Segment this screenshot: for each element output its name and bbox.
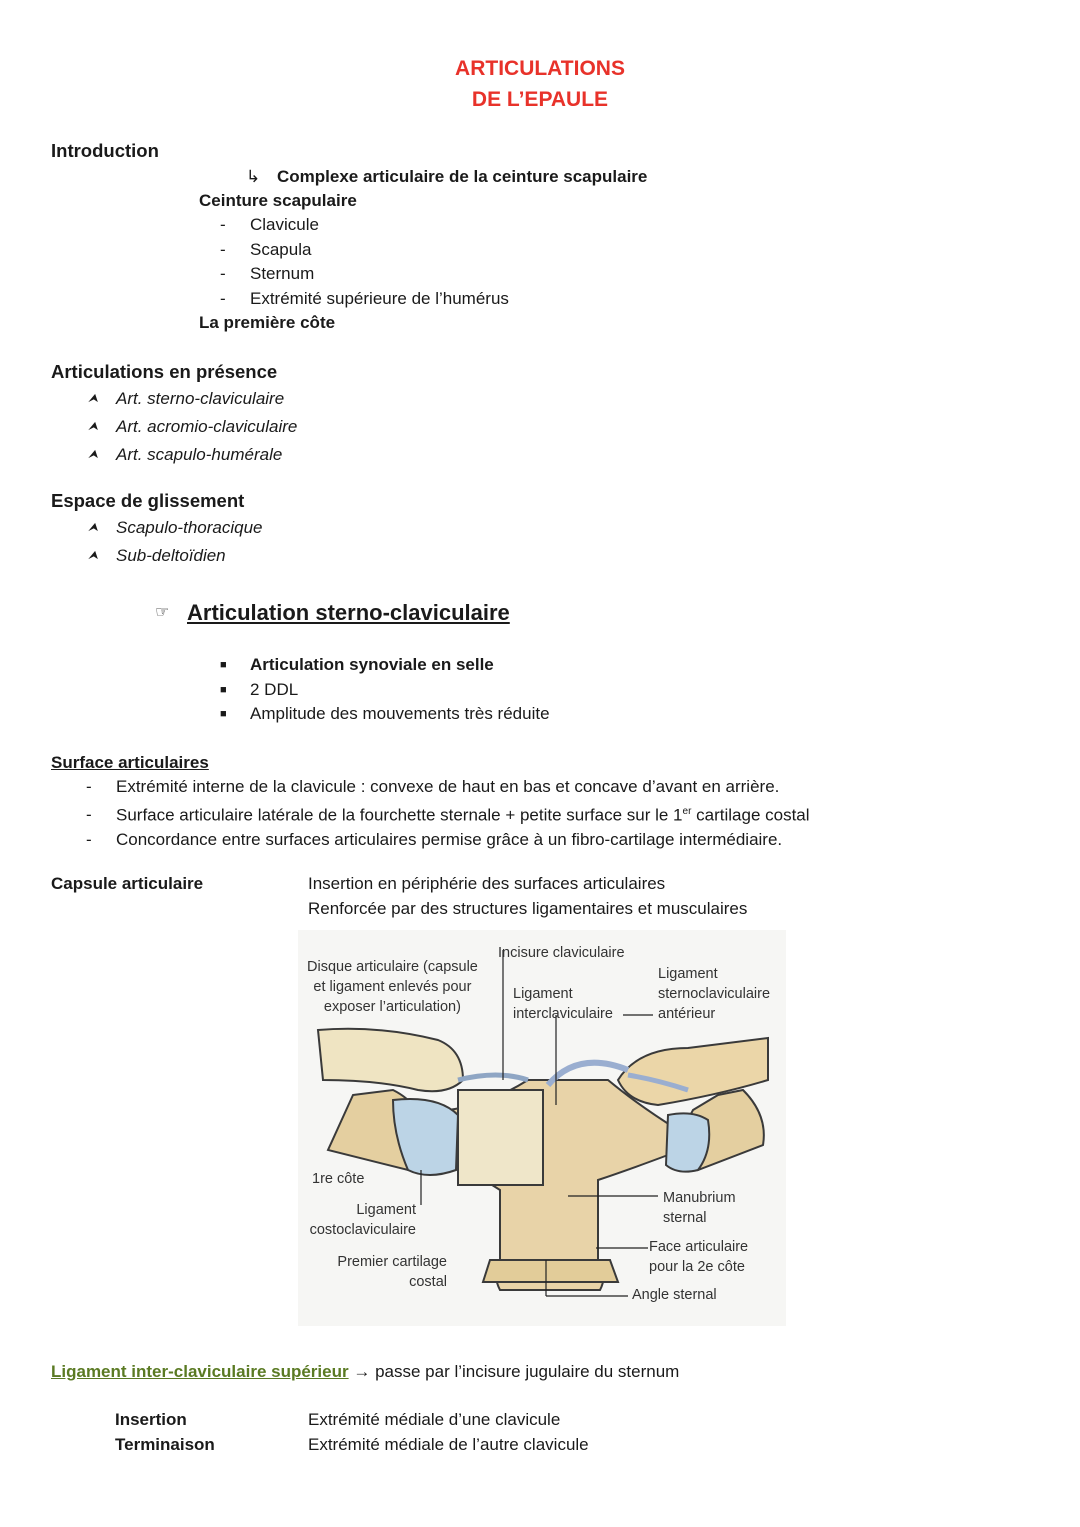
list-item: - Clavicule (220, 215, 319, 234)
surfaces-heading: Surface articulaires (51, 753, 209, 772)
section-bullets (220, 653, 550, 726)
label-interclaviculaire: Ligament interclaviculaire (513, 986, 613, 1022)
list-item: ⮝ Art. sterno-claviculaire (88, 386, 297, 414)
section-title-row (155, 600, 510, 626)
intro-list (220, 213, 509, 311)
caret-up-icon: ⮝ (88, 447, 99, 461)
intro-subtitle-row (246, 165, 647, 189)
ligament-description: passe par l’incisure jugulaire du sternum (375, 1362, 680, 1381)
intro-footer: La première côte (199, 313, 336, 332)
glissement-heading: Espace de glissement (51, 490, 245, 511)
articulations-list (88, 386, 297, 470)
list-item: - Scapula (220, 239, 312, 259)
label-disque: Disque articulaire (capsule et ligament enlevés pour exposer l’articulation) (307, 959, 478, 1015)
section-title: Articulation sterno-claviculaire (187, 600, 510, 625)
list-item: - Concordance entre surfaces articulaires permise grâce à un fibro-cartilage intermédiaire. (86, 829, 783, 849)
insertion-label: Insertion (115, 1410, 187, 1429)
list-item: ⮝ Scapulo-thoracique (88, 515, 262, 543)
list-item: ■ Articulation synoviale en selle (220, 653, 550, 677)
square-bullet-icon: ■ (220, 708, 227, 720)
label-premier-cartilage: Premier cartilage costal (337, 1254, 447, 1290)
square-bullet-icon: ■ (220, 683, 227, 696)
label-manubrium: Manubrium sternal (663, 1190, 736, 1226)
list-item: - Surface articulaire latérale de la fourchette sternale + petite surface sur le 1er cartilage costal (86, 805, 810, 825)
arrow-right-icon: → (353, 1362, 371, 1381)
ligament-name: Ligament inter-claviculaire supérieur (51, 1362, 349, 1381)
list-item: ⮝ Art. acromio-claviculaire (88, 414, 297, 442)
page-title-line2: DE L’EPAULE (471, 88, 609, 111)
square-bullet-icon: ■ (220, 659, 227, 671)
articulations-heading: Articulations en présence (51, 361, 278, 382)
surfaces-list (86, 775, 810, 852)
insertion-value: Extrémité médiale d’une clavicule (308, 1410, 561, 1429)
glissement-list (88, 515, 262, 571)
ligament-row (51, 1360, 679, 1384)
page-title-line1: ARTICULATIONS (455, 57, 625, 80)
list-item: - Extrémité supérieure de l’humérus (220, 288, 509, 308)
intro-group-heading: Ceinture scapulaire (199, 191, 357, 210)
intro-subtitle: Complexe articulaire de la ceinture scapulaire (277, 167, 648, 186)
intro-heading: Introduction (51, 140, 159, 161)
capsule-line-2: Renforcée par des structures ligamentaires et musculaires (308, 899, 748, 918)
caret-up-icon: ⮝ (88, 548, 99, 562)
label-incisure: Incisure claviculaire (498, 945, 625, 961)
label-costoclaviculaire: Ligament costoclaviculaire (309, 1202, 416, 1238)
caret-up-icon: ⮝ (88, 391, 99, 405)
label-sternoclaviculaire: Ligament sternoclaviculaire antérieur (658, 966, 771, 1022)
terminaison-value: Extrémité médiale de l’autre clavicule (308, 1435, 589, 1454)
list-item: ⮝ Art. scapulo-humérale (88, 442, 297, 470)
terminaison-label: Terminaison (115, 1435, 215, 1454)
list-item: ⮝ Sub-deltoïdien (88, 543, 262, 571)
pointing-hand-icon: ☞ (155, 604, 170, 621)
label-premiere-cote: 1re côte (312, 1171, 365, 1187)
caret-up-icon: ⮝ (88, 419, 99, 433)
label-angle-sternal: Angle sternal (632, 1287, 717, 1303)
list-item: - Sternum (220, 264, 315, 283)
caret-up-icon: ⮝ (88, 520, 99, 534)
list-item: ■ Amplitude des mouvements très réduite (220, 702, 550, 726)
sternoclavicular-joint-figure (298, 930, 786, 1326)
capsule-heading: Capsule articulaire (51, 874, 204, 893)
capsule-line-1: Insertion en périphérie des surfaces articulaires (308, 874, 666, 893)
arrow-hook-icon: ↳ (246, 167, 261, 186)
list-item: - Extrémité interne de la clavicule : convexe de haut en bas et concave d’avant en arrière. (86, 777, 780, 796)
list-item: ■ 2 DDL (220, 678, 550, 702)
label-face-articulaire: Face articulaire pour la 2e côte (649, 1239, 749, 1275)
